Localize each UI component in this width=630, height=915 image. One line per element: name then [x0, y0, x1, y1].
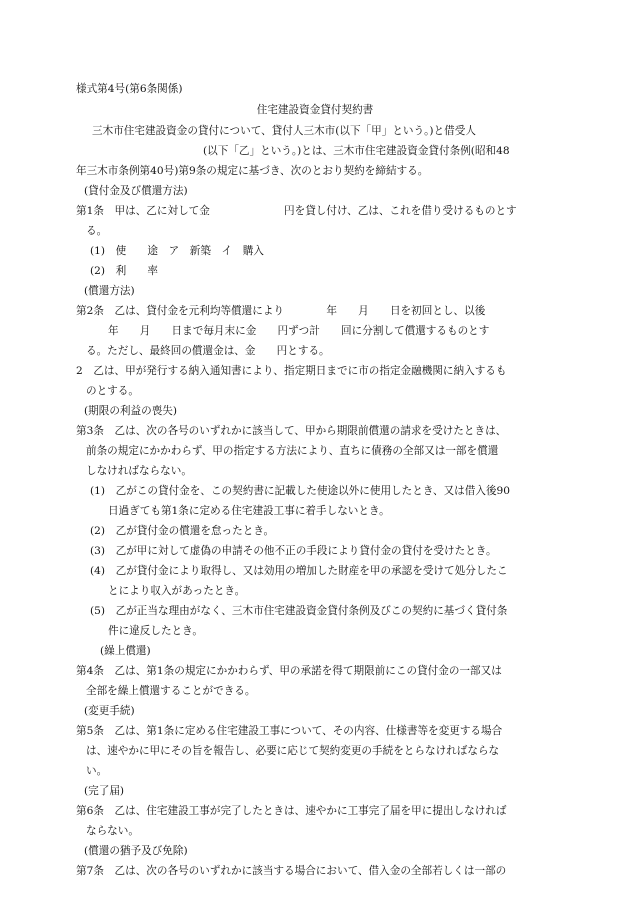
text-line: しなければならない。 — [86, 465, 192, 477]
section-heading: (期限の利益の喪失) — [84, 405, 178, 417]
text-line: 前条の規定にかかわらず、甲の指定する方法により、直ちに債務の全部又は一部を償還 — [86, 445, 499, 457]
text-line: 全部を繰上償還することができる。 — [86, 685, 256, 697]
text-line: (2) 乙が貸付金の償還を怠ったとき。 — [90, 525, 275, 537]
text-line: (1) 使 途 ア 新築 イ 購入 — [90, 245, 264, 257]
text-line: のとする。 — [86, 385, 139, 397]
text-line: (3) 乙が甲に対して虚偽の申請その他不正の手段により貸付金の貸付を受けたとき。 — [90, 545, 497, 557]
text-line: る。ただし、最終回の償還金は、金 円とする。 — [86, 345, 330, 357]
form-label: 様式第4号(第6条関係) — [76, 83, 183, 95]
text-line: 年 月 日まで毎月末に金 円ずつ計 回に分割して償還するものとす — [108, 325, 490, 337]
section-heading: (償還方法) — [84, 285, 135, 297]
text-line: (4) 乙が貸付金により取得し、又は効用の増加した財産を甲の承認を受けて処分したこ — [90, 565, 508, 577]
document-title: 住宅建設資金貸付契約書 — [256, 104, 374, 116]
text-line: 第6条 乙は、住宅建設工事が完了したときは、速やかに工事完了届を甲に提出しなければ — [76, 805, 507, 817]
text-line: 日過ぎても第1条に定める住宅建設工事に着手しないとき。 — [108, 505, 390, 517]
text-line: 三木市住宅建設資金の貸付について、貸付人三木市(以下「甲」という。)と借受人 — [92, 125, 476, 137]
text-line: 年三木市条例第40号)第9条の規定に基づき、次のとおり契約を締結する。 — [76, 165, 429, 177]
section-heading: (貸付金及び償還方法) — [84, 185, 188, 197]
text-line: 第4条 乙は、第1条の規定にかかわらず、甲の承諾を得て期限前にこの貸付金の一部又は — [76, 665, 502, 677]
text-line: 第7条 乙は、次の各号のいずれかに該当する場合において、借入金の全部若しくは一部の — [76, 865, 507, 877]
text-line: (5) 乙が正当な理由がなく、三木市住宅建設資金貸付条例及びこの契約に基づく貸付条 — [90, 605, 508, 617]
text-line: 第5条 乙は、第1条に定める住宅建設工事について、その内容、仕様書等を変更する場合 — [76, 725, 503, 737]
text-line: い。 — [86, 765, 108, 777]
text-line: (2) 利 率 — [90, 265, 158, 277]
text-line: (1) 乙がこの貸付金を、この契約書に記載した使途以外に使用したとき、又は借入後90 — [90, 485, 511, 497]
text-line: とにより収入があったとき。 — [108, 585, 246, 597]
text-line: 第2条 乙は、貸付金を元利均等償還により 年 月 日を初回とし、以後 — [76, 305, 486, 317]
text-line: (以下「乙」という。)とは、三木市住宅建設資金貸付条例(昭和48 — [203, 145, 510, 157]
text-line: 2 乙は、甲が発行する納入通知書により、指定期日までに市の指定金融機関に納入するも — [76, 365, 507, 377]
text-line: 件に違反したとき。 — [108, 625, 203, 637]
text-line: ならない。 — [86, 825, 139, 837]
section-heading: (完了届) — [84, 785, 125, 797]
text-line: 第3条 乙は、次の各号のいずれかに該当して、甲から期限前償還の請求を受けたときは、 — [76, 425, 507, 437]
text-line: は、速やかに甲にその旨を報告し、必要に応じて契約変更の手続をとらなければならな — [86, 745, 500, 757]
text-line: る。 — [86, 225, 108, 237]
section-heading: (償還の猶予及び免除) — [84, 845, 188, 857]
section-heading: (変更手続) — [84, 705, 135, 717]
text-line: 第1条 甲は、乙に対して金 円を貸し付け、乙は、これを借り受けるものとす — [76, 205, 517, 217]
section-heading: (繰上償還) — [100, 645, 151, 657]
